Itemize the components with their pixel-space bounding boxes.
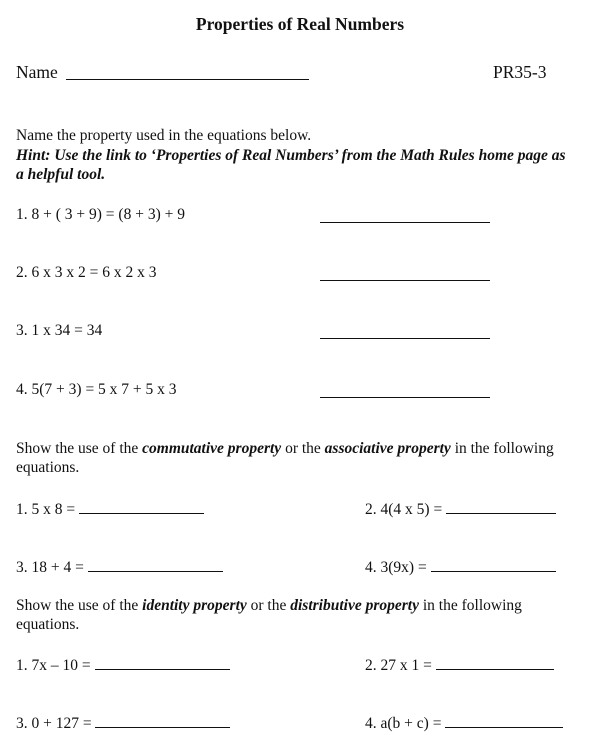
s2-answer-blank-3[interactable]	[88, 557, 223, 572]
s3-text-after: in the following equations.	[16, 597, 522, 633]
s2-answer-blank-1[interactable]	[79, 499, 204, 514]
s1-answer-blank-3[interactable]	[320, 338, 490, 339]
s3-item-2-text: 2. 27 x 1 =	[365, 657, 432, 674]
s3-term-distributive: distributive property	[290, 597, 419, 614]
s2-item-2	[365, 499, 556, 519]
s2-item-2-text: 2. 4(4 x 5) =	[365, 501, 443, 518]
s3-item-1	[16, 655, 230, 675]
s2-term-associative: associative property	[324, 440, 451, 457]
s1-answer-blank-4[interactable]	[320, 397, 490, 398]
s1-item-3: 3. 1 x 34 = 34	[16, 322, 103, 339]
s3-answer-blank-3[interactable]	[95, 713, 230, 728]
s3-text-before: Show the use of the	[16, 597, 143, 614]
s2-answer-blank-4[interactable]	[431, 557, 556, 572]
s3-item-2	[365, 655, 554, 675]
s2-item-4-text: 4. 3(9x) =	[365, 559, 427, 576]
s3-item-4-text: 4. a(b + c) =	[365, 715, 442, 732]
section2-instruction	[16, 439, 576, 477]
s1-answer-blank-1[interactable]	[320, 222, 490, 223]
s2-item-3	[16, 557, 223, 577]
name-blank[interactable]	[66, 79, 309, 80]
s2-text-before: Show the use of the	[16, 440, 143, 457]
s3-answer-blank-4[interactable]	[445, 713, 563, 728]
s3-answer-blank-1[interactable]	[95, 655, 230, 670]
section1-hint: Hint: Use the link to ‘Properties of Real Numbers’ from the Math Rules home page as a helpful tool.	[16, 147, 566, 183]
s3-item-4	[365, 713, 563, 733]
s2-item-1-text: 1. 5 x 8 =	[16, 501, 76, 518]
worksheet-title: Properties of Real Numbers	[195, 14, 405, 34]
s1-answer-blank-2[interactable]	[320, 280, 490, 281]
s1-item-2: 2. 6 x 3 x 2 = 6 x 2 x 3	[16, 264, 157, 281]
s2-item-4	[365, 557, 556, 577]
s2-item-3-text: 3. 18 + 4 =	[16, 559, 84, 576]
s3-term-identity: identity property	[142, 597, 247, 614]
s2-text-mid: or the	[281, 440, 325, 457]
name-label: Name	[16, 62, 58, 82]
s2-answer-blank-2[interactable]	[446, 499, 556, 514]
section3-instruction	[16, 596, 576, 634]
s3-answer-blank-2[interactable]	[436, 655, 554, 670]
s3-item-1-text: 1. 7x – 10 =	[16, 657, 91, 674]
s2-item-1	[16, 499, 204, 519]
s3-item-3-text: 3. 0 + 127 =	[16, 715, 92, 732]
s1-item-1: 1. 8 + ( 3 + 9) = (8 + 3) + 9	[16, 206, 185, 223]
s1-item-4: 4. 5(7 + 3) = 5 x 7 + 5 x 3	[16, 381, 177, 398]
s3-item-3	[16, 713, 230, 733]
s2-term-commutative: commutative property	[142, 440, 282, 457]
s2-text-after: in the following equations.	[16, 440, 554, 476]
worksheet-code: PR35-3	[493, 62, 547, 82]
section1-instruction: Name the property used in the equations below.	[16, 127, 312, 144]
s3-text-mid: or the	[246, 597, 291, 614]
